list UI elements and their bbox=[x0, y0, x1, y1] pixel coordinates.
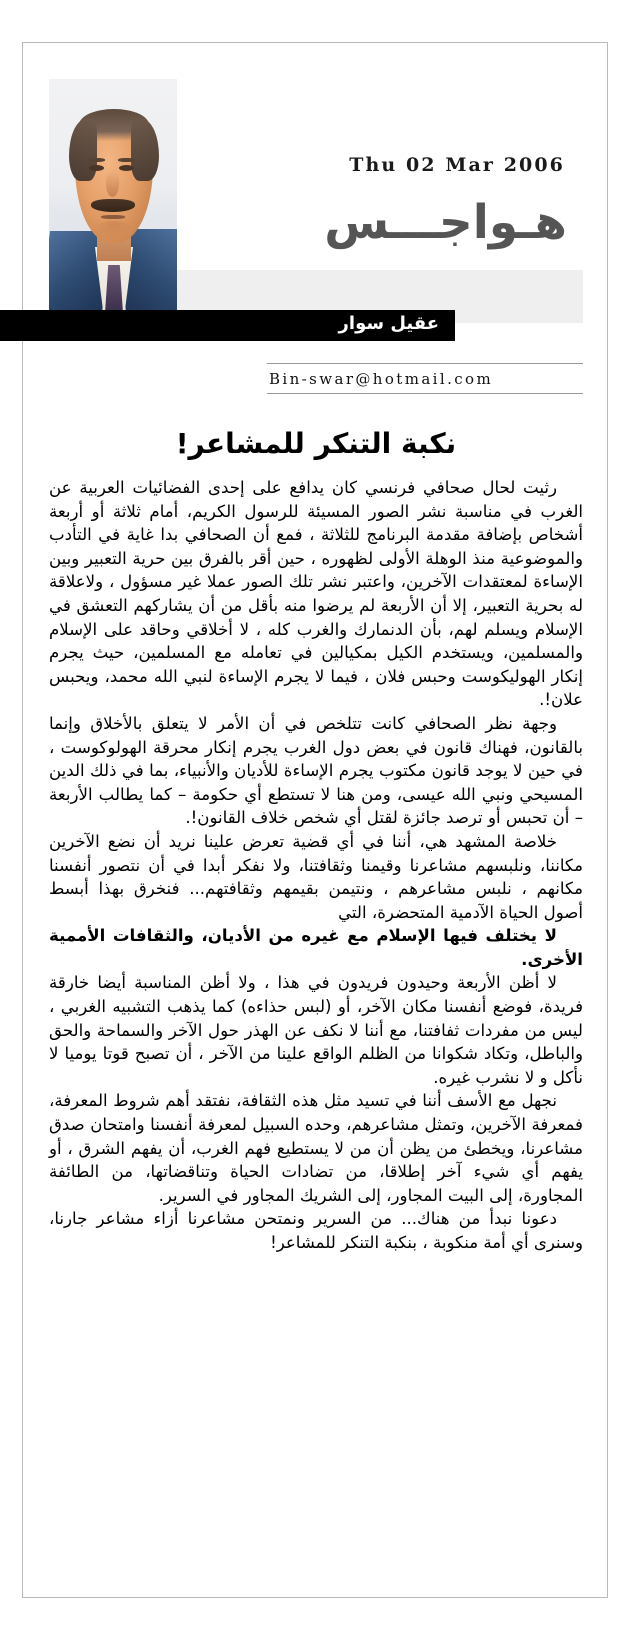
portrait-mouth bbox=[101, 215, 125, 219]
article-headline: نكبة التنكر للمشاعر! bbox=[175, 427, 457, 460]
author-portrait bbox=[49, 79, 177, 310]
article-paragraph: رثيت لحال صحافي فرنسي كان يدافع على إحدى الفضائيات العربية عن الغرب في مناسبة نشر الصور المسيئة للرسول الكريم، أمام ثلاثة أو أربعة أشخاص بإضافة مقدمة البرنامج للثلاثة ، فمع أن الصحافي بدا غاية في التأدب والموضوعية منذ الوهلة الأولى لظهوره ، حين أقر بالفرق بين حرية التعبير وبين الإساءة لمعتقدات الآخرين، واعتبر نشر تلك الصور عملا غير مسؤول ، ولاعلاقة له بحرية التعبير، إلا أن الأربعة لم يرضوا منه بأقل من أن يشاركهم التعشق في الإسلام ويسلم لهم، بأن الدنمارك والغرب كله ، لا أخلاقي وحاقد على الإسلام والمسلمين، ويستخدم الكيل بمكيالين في تعامله مع المسلمين، حيث يجرم إنكار الهوليكوست وحبس فلان ، فيما لا يجرم الإساءة لنبي الله محمد، ويحبس علان!. bbox=[49, 478, 583, 710]
portrait-moustache bbox=[91, 199, 135, 212]
newspaper-column-page bbox=[22, 42, 608, 1598]
article-paragraph: نجهل مع الأسف أننا في تسيد مثل هذه الثقافة، نفتقد أهم شروط المعرفة، فمعرفة الآخرين، وتمثل مشاعرهم، وحده السبيل لمعرفة أنفسنا وامتحان صدق مشاعرنا، ويخطئ من يظن أن من لا يستطيع فهم الغرب، أن يفهم الشرق ، أو يفهم أي شيء آخر إطلاقا، من تضادات الحياة وتناقضاتها، من الطائفة المجاورة، إلى البيت المجاور، إلى الشريك المجاور في السرير. bbox=[49, 1091, 583, 1205]
portrait-eyebrow-left bbox=[88, 158, 105, 162]
article-paragraph: دعونا نبدأ من هناك... من السرير ونمتحن مشاعرنا أزاء مشاعر جارنا، وسنرى أي أمة منكوبة ، بنكبة التنكر للمشاعر! bbox=[49, 1209, 583, 1252]
email-block bbox=[267, 363, 583, 394]
article-paragraph: لا يختلف فيها الإسلام مع غيره من الأديان، والثقافات الأممية الأخرى. bbox=[49, 926, 583, 969]
portrait-eyebrow-right bbox=[118, 158, 135, 162]
article-paragraph: وجهة نظر الصحافي كانت تتلخص في أن الأمر لا يتعلق بالأخلاق وإنما بالقانون، فهناك قانون في بعض دول الغرب يجرم إنكار محرقة الهولوكوست ، في حين لا يوجد قانون مكتوب يجرم الإساءة للأديان والأنبياء، بما في ذلك الدين المسيحي ونبي الله عيسى، ومن هنا لا تستطع أي حكومة – كما يطالب الأربعة – أن تحبس أو ترصد جائزة لقتل أي شخص خلاف القانون!. bbox=[49, 713, 583, 828]
article-paragraph: لا أظن الأربعة وحيدون فريدون في هذا ، ولا أظن المناسبة أيضا خارقة فريدة، فوضع أنفسنا مكان الآخر، أو (لبس حذاءه) كما يذهب التشبيه الغربي ، ليس من مفردات ثفافتنا، مع أننا لا نكف عن الهذر حول الآخر والسماحة والحق والباطل، وتكاد شكوانا من الظلم الواقع علينا من الآخر ، أن تصبح قوتا يوميا لا نأكل و لا نشرب غيره. bbox=[49, 973, 583, 1087]
author-email[interactable]: Bin-swar@hotmail.com bbox=[269, 370, 494, 388]
portrait-nose bbox=[106, 171, 119, 197]
masthead-right bbox=[177, 51, 583, 341]
author-name: عقيل سوار bbox=[338, 313, 439, 334]
email-rule-bottom bbox=[267, 393, 583, 394]
article-body bbox=[49, 476, 583, 1255]
portrait-chin bbox=[93, 221, 133, 239]
masthead bbox=[49, 51, 583, 341]
article-paragraph: خلاصة المشهد هي، أننا في أي قضية تعرض علينا نريد أن نضع الآخرين مكاننا، ونلبسهم مشاعرنا وقيمنا وثقافتنا، ولا نفكر أبدا في أن نتصور أنفسنا مكانهم ، نلبس مشاعرهم ، ونتيمن بقيمهم وثقافتهم... فنخرق بهذا أبسط أصول الحياة الآدمية المتحضرة، التي bbox=[49, 831, 583, 922]
byline-bar bbox=[0, 310, 455, 341]
portrait-eye-left bbox=[89, 165, 104, 171]
column-title: هـواجـــس bbox=[324, 195, 567, 250]
dateline: Thu 02 Mar 2006 bbox=[349, 154, 565, 176]
page-inner bbox=[49, 51, 583, 1255]
portrait-eye-right bbox=[119, 165, 134, 171]
